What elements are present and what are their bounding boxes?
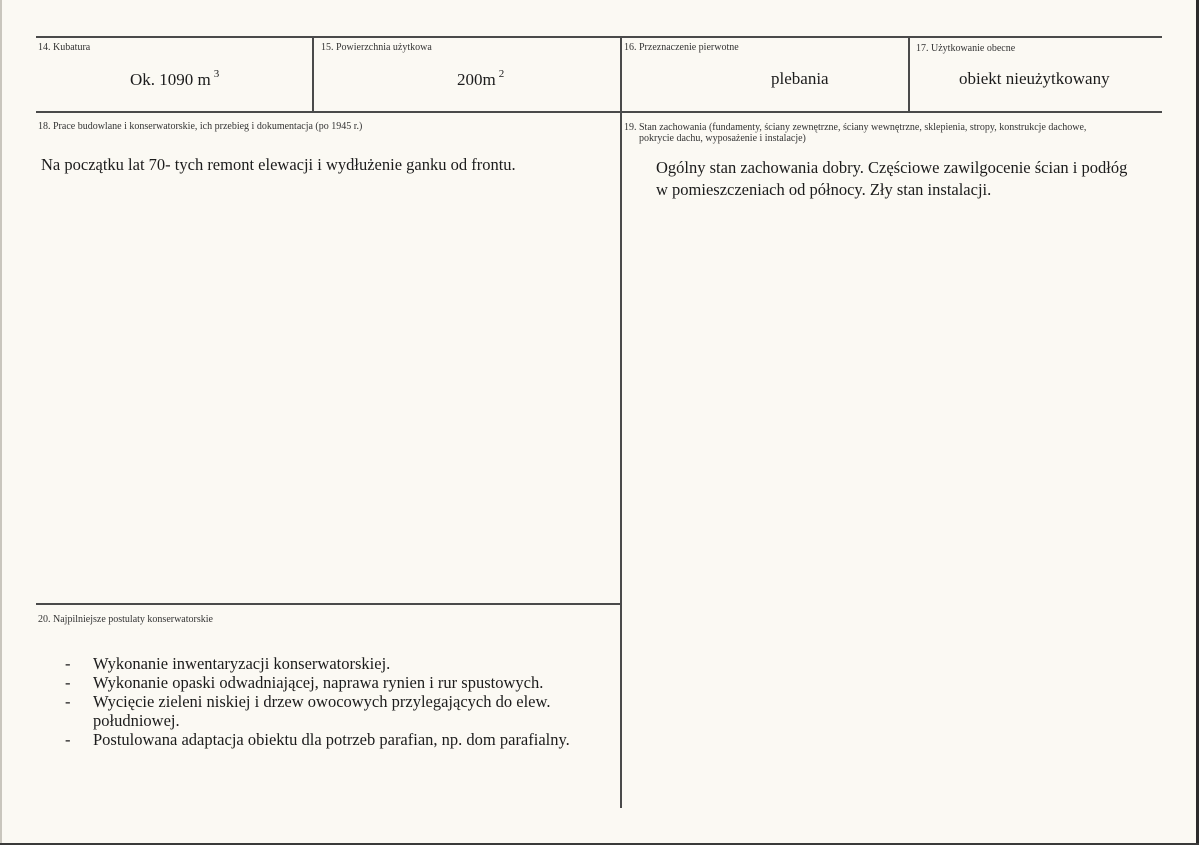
list-item-text: Postulowana adaptacja obiektu dla potrzeb parafian, np. dom parafialny.	[93, 730, 570, 749]
field-19-label-line-2: pokrycie dachu, wyposażenie i instalacje)	[639, 133, 806, 144]
field-19-text-line-1: Ogólny stan zachowania dobry. Częściowe zawilgocenie ścian i podłóg	[656, 158, 1128, 177]
list-item-text: Wykonanie opaski odwadniającej, naprawa rynien i rur spustowych.	[93, 673, 544, 692]
list-dash: -	[65, 673, 71, 692]
list-item	[65, 730, 605, 749]
list-item	[65, 692, 605, 730]
list-dash: -	[65, 654, 71, 673]
column-divider-main	[620, 36, 622, 808]
list-item-text-continued: południowej.	[93, 711, 180, 730]
top-rule	[36, 36, 1162, 38]
scan-edge-left	[0, 0, 2, 845]
field-20-list	[65, 654, 605, 749]
column-divider-3	[908, 36, 910, 113]
field-15-label: 15. Powierzchnia użytkowa	[321, 42, 432, 53]
field-18-label: 18. Prace budowlane i konserwatorskie, ich przebieg i dokumentacja (po 1945 r.)	[38, 121, 363, 132]
column-divider-1	[312, 36, 314, 113]
list-item-text: Wykonanie inwentaryzacji konserwatorskiej.	[93, 654, 391, 673]
field-14-value-text: Ok. 1090 m	[130, 70, 211, 89]
field-20-label: 20. Najpilniejsze postulaty konserwatorskie	[38, 614, 213, 625]
field-18-text: Na początku lat 70- tych remont elewacji i wydłużenie ganku od frontu.	[41, 155, 516, 174]
list-item-text: Wycięcie zieleni niskiej i drzew owocowych przylegających do elew.	[93, 692, 551, 711]
list-item	[65, 654, 605, 673]
field-15-value	[457, 68, 504, 90]
field-14-value-superscript: 3	[213, 68, 220, 80]
field-15-value-superscript: 2	[498, 68, 505, 80]
list-item	[65, 673, 605, 692]
field-16-value: plebania	[771, 69, 829, 88]
row-divider	[36, 111, 1162, 113]
field-14-value	[130, 68, 219, 90]
field-19-label-line-1: 19. Stan zachowania (fundamenty, ściany zewnętrzne, ściany wewnętrzne, sklepienia, stropy, konstrukcje dachowe,	[624, 122, 1087, 133]
field-14-label: 14. Kubatura	[38, 42, 91, 53]
field-17-label: 17. Użytkowanie obecne	[916, 43, 1016, 54]
list-dash: -	[65, 730, 71, 749]
field-15-value-text: 200m	[457, 70, 496, 89]
field-17-value: obiekt nieużytkowany	[959, 69, 1110, 88]
list-dash: -	[65, 692, 71, 711]
section-20-divider	[36, 603, 622, 605]
field-16-label: 16. Przeznaczenie pierwotne	[624, 42, 739, 53]
field-19-text-line-2: w pomieszczeniach od północy. Zły stan instalacji.	[656, 180, 992, 199]
